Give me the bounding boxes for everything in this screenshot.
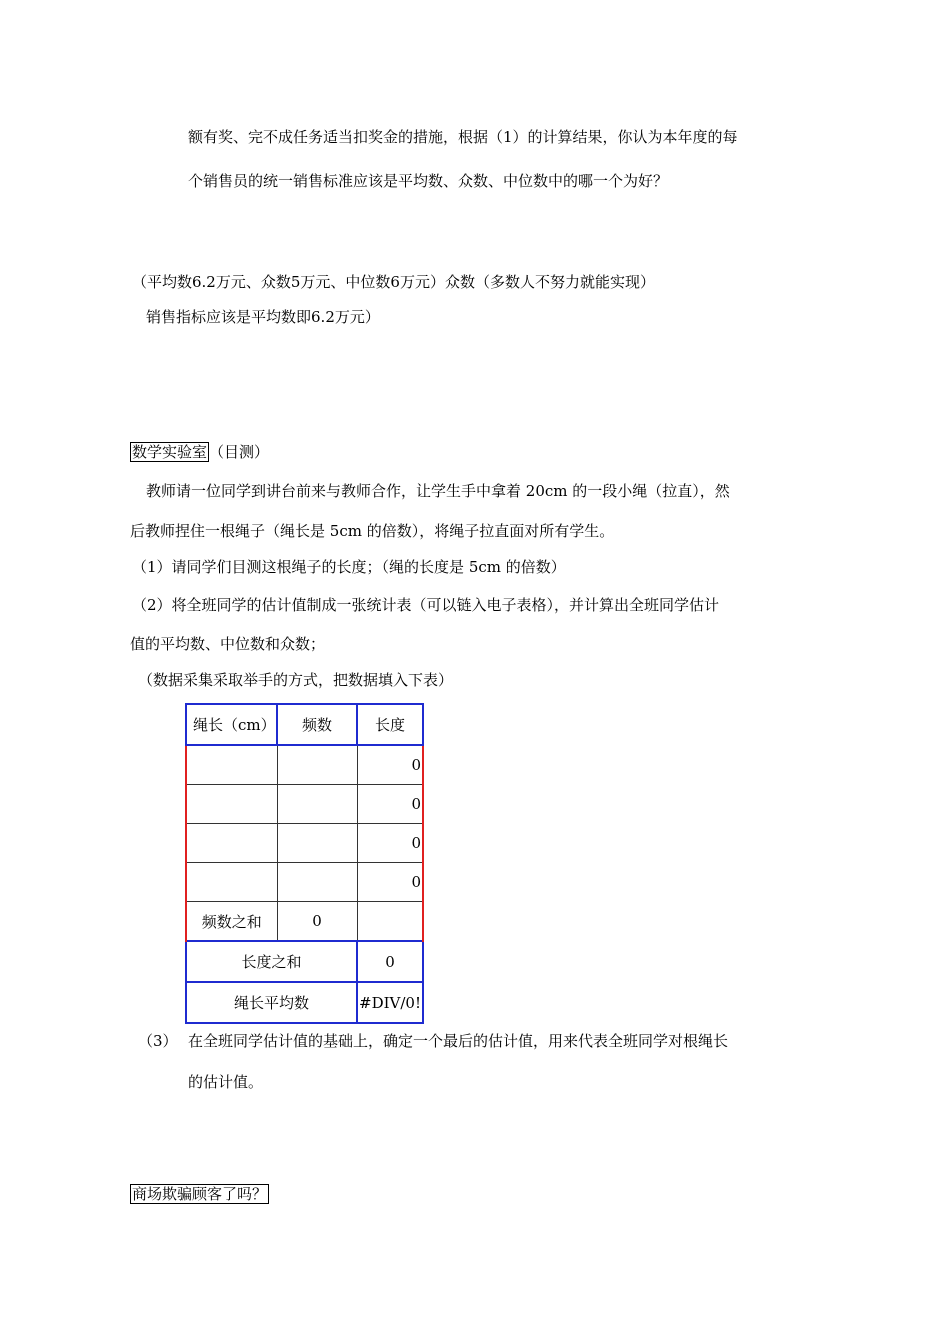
lab-para-2: 后教师捏住一根绳子（绳长是 5cm 的倍数），将绳子拉直面对所有学生。 bbox=[130, 522, 615, 540]
table-header-row bbox=[186, 704, 423, 745]
lab-question-3b: 的估计值。 bbox=[188, 1073, 264, 1091]
freq-sum-value: 0 bbox=[277, 902, 357, 942]
frequency-cell[interactable] bbox=[277, 785, 357, 824]
freq-sum-row bbox=[186, 902, 423, 942]
table-row bbox=[186, 863, 423, 902]
rope-length-cell[interactable] bbox=[186, 863, 277, 902]
table-row bbox=[186, 745, 423, 785]
lab-heading bbox=[130, 442, 269, 462]
header-frequency: 频数 bbox=[277, 704, 357, 745]
length-sum-value: 0 bbox=[357, 941, 423, 982]
frequency-cell[interactable] bbox=[277, 824, 357, 863]
length-sum-label: 长度之和 bbox=[186, 941, 357, 982]
freq-sum-label: 频数之和 bbox=[186, 902, 277, 942]
length-sum-row bbox=[186, 941, 423, 982]
intro-line-2: 个销售员的统一销售标准应该是平均数、众数、中位数中的哪一个为好？ bbox=[188, 172, 669, 190]
average-row bbox=[186, 982, 423, 1023]
lab-subtitle: （目测） bbox=[209, 443, 270, 461]
rope-length-table bbox=[185, 703, 424, 1024]
frequency-cell[interactable] bbox=[277, 863, 357, 902]
lab-question-2a: （2）将全班同学的估计值制成一张统计表（可以链入电子表格），并计算出全班同学估计 bbox=[132, 596, 720, 614]
table-row bbox=[186, 785, 423, 824]
lab-question-3-number: （3） bbox=[138, 1032, 178, 1050]
lab-question-2b: 值的平均数、中位数和众数； bbox=[130, 635, 326, 653]
lab-question-1: （1）请同学们目测这根绳子的长度；（绳的长度是 5cm 的倍数） bbox=[132, 558, 566, 576]
rope-length-cell[interactable] bbox=[186, 824, 277, 863]
average-label: 绳长平均数 bbox=[186, 982, 357, 1023]
lab-note: （数据采集采取举手的方式，把数据填入下表） bbox=[138, 671, 454, 689]
next-section-title: 商场欺骗顾客了吗？ bbox=[132, 1185, 268, 1203]
lab-question-3a: 在全班同学估计值的基础上，确定一个最后的估计值，用来代表全班同学对根绳长 bbox=[188, 1032, 729, 1050]
length-cell: 0 bbox=[357, 824, 423, 863]
frequency-cell[interactable] bbox=[277, 745, 357, 785]
lab-para-1: 教师请一位同学到讲台前来与教师合作，让学生手中拿着 20cm 的一段小绳（拉直），然 bbox=[146, 482, 730, 500]
header-rope-length: 绳长（cm） bbox=[186, 704, 277, 745]
table-row bbox=[186, 824, 423, 863]
length-cell: 0 bbox=[357, 785, 423, 824]
average-value: #DIV/0! bbox=[357, 982, 423, 1023]
freq-sum-empty bbox=[357, 902, 423, 942]
answer-line-2: 销售指标应该是平均数即6.2万元） bbox=[146, 308, 380, 326]
header-length: 长度 bbox=[357, 704, 423, 745]
length-cell: 0 bbox=[357, 745, 423, 785]
intro-line-1: 额有奖、完不成任务适当扣奖金的措施，根据（1）的计算结果，你认为本年度的每 bbox=[188, 128, 738, 146]
rope-length-cell[interactable] bbox=[186, 785, 277, 824]
answer-line-1: （平均数6.2万元、众数5万元、中位数6万元）众数（多数人不努力就能实现） bbox=[132, 273, 655, 291]
lab-title: 数学实验室 bbox=[132, 443, 208, 461]
rope-length-cell[interactable] bbox=[186, 745, 277, 785]
length-cell: 0 bbox=[357, 863, 423, 902]
next-section-heading bbox=[130, 1184, 269, 1204]
